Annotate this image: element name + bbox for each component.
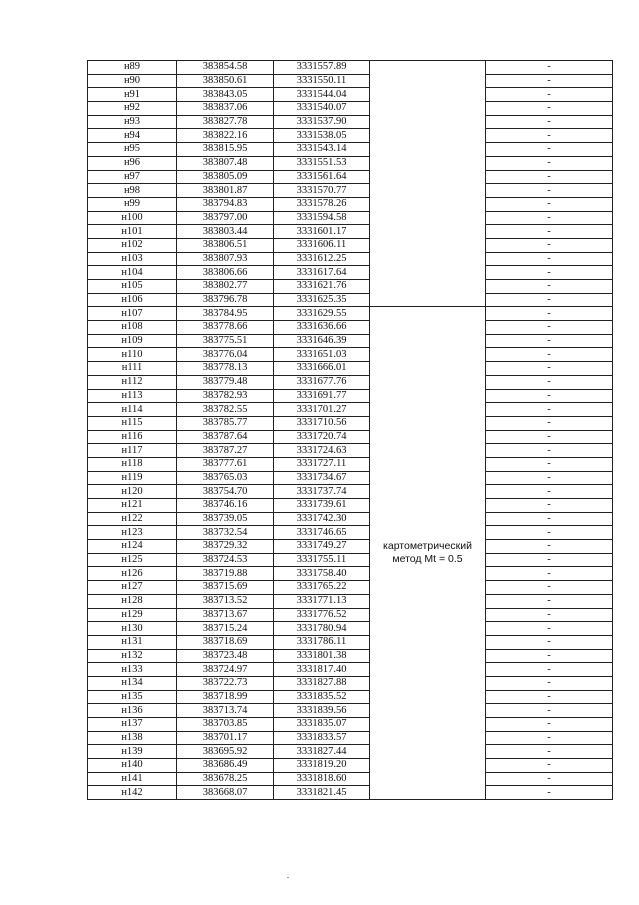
x-coordinate-cell: 383695.92 — [177, 745, 274, 759]
note-cell: - — [486, 129, 613, 143]
y-coordinate-cell: 3331739.61 — [274, 499, 370, 513]
point-id-cell: н103 — [88, 252, 177, 266]
note-cell: - — [486, 362, 613, 376]
x-coordinate-cell: 383837.06 — [177, 102, 274, 116]
note-cell: - — [486, 348, 613, 362]
table-row — [88, 704, 613, 718]
note-cell: - — [486, 471, 613, 485]
note-cell: - — [486, 375, 613, 389]
y-coordinate-cell: 3331771.13 — [274, 594, 370, 608]
y-coordinate-cell: 3331734.67 — [274, 471, 370, 485]
table-row — [88, 581, 613, 595]
point-id-cell: н141 — [88, 772, 177, 786]
x-coordinate-cell: 383806.66 — [177, 266, 274, 280]
point-id-cell: н104 — [88, 266, 177, 280]
note-cell: - — [486, 115, 613, 129]
note-cell: - — [486, 61, 613, 75]
note-cell: - — [486, 170, 613, 184]
note-cell: - — [486, 663, 613, 677]
table-row — [88, 690, 613, 704]
table-row — [88, 389, 613, 403]
y-coordinate-cell: 3331540.07 — [274, 102, 370, 116]
y-coordinate-cell: 3331727.11 — [274, 457, 370, 471]
point-id-cell: н121 — [88, 499, 177, 513]
x-coordinate-cell: 383715.69 — [177, 581, 274, 595]
note-cell: - — [486, 649, 613, 663]
table-row — [88, 553, 613, 567]
table-row — [88, 649, 613, 663]
point-id-cell: н106 — [88, 293, 177, 307]
x-coordinate-cell: 383746.16 — [177, 499, 274, 513]
table-row — [88, 156, 613, 170]
table-row — [88, 280, 613, 294]
y-coordinate-cell: 3331651.03 — [274, 348, 370, 362]
point-id-cell: н94 — [88, 129, 177, 143]
x-coordinate-cell: 383782.55 — [177, 403, 274, 417]
point-id-cell: н117 — [88, 444, 177, 458]
note-cell: - — [486, 772, 613, 786]
note-cell: - — [486, 225, 613, 239]
x-coordinate-cell: 383801.87 — [177, 184, 274, 198]
table-row — [88, 129, 613, 143]
x-coordinate-cell: 383775.51 — [177, 334, 274, 348]
note-cell: - — [486, 238, 613, 252]
x-coordinate-cell: 383803.44 — [177, 225, 274, 239]
note-cell: - — [486, 416, 613, 430]
x-coordinate-cell: 383778.66 — [177, 321, 274, 335]
y-coordinate-cell: 3331612.25 — [274, 252, 370, 266]
y-coordinate-cell: 3331666.01 — [274, 362, 370, 376]
x-coordinate-cell: 383779.48 — [177, 375, 274, 389]
point-id-cell: н107 — [88, 307, 177, 321]
point-id-cell: н114 — [88, 403, 177, 417]
y-coordinate-cell: 3331677.76 — [274, 375, 370, 389]
point-id-cell: н135 — [88, 690, 177, 704]
table-row — [88, 635, 613, 649]
table-row — [88, 731, 613, 745]
point-id-cell: н97 — [88, 170, 177, 184]
y-coordinate-cell: 3331629.55 — [274, 307, 370, 321]
x-coordinate-cell: 383854.58 — [177, 61, 274, 75]
y-coordinate-cell: 3331550.11 — [274, 74, 370, 88]
point-id-cell: н105 — [88, 280, 177, 294]
table-row — [88, 512, 613, 526]
note-cell: - — [486, 526, 613, 540]
y-coordinate-cell: 3331835.52 — [274, 690, 370, 704]
x-coordinate-cell: 383713.74 — [177, 704, 274, 718]
x-coordinate-cell: 383722.73 — [177, 676, 274, 690]
point-id-cell: н100 — [88, 211, 177, 225]
table-row — [88, 676, 613, 690]
point-id-cell: н136 — [88, 704, 177, 718]
point-id-cell: н134 — [88, 676, 177, 690]
note-cell: - — [486, 622, 613, 636]
note-cell: - — [486, 266, 613, 280]
table-row — [88, 663, 613, 677]
y-coordinate-cell: 3331833.57 — [274, 731, 370, 745]
x-coordinate-cell: 383718.69 — [177, 635, 274, 649]
note-cell: - — [486, 786, 613, 800]
y-coordinate-cell: 3331742.30 — [274, 512, 370, 526]
point-id-cell: н131 — [88, 635, 177, 649]
point-id-cell: н110 — [88, 348, 177, 362]
note-cell: - — [486, 608, 613, 622]
x-coordinate-cell: 383713.67 — [177, 608, 274, 622]
y-coordinate-cell: 3331557.89 — [274, 61, 370, 75]
table-row — [88, 485, 613, 499]
point-id-cell: н133 — [88, 663, 177, 677]
x-coordinate-cell: 383701.17 — [177, 731, 274, 745]
note-cell: - — [486, 567, 613, 581]
x-coordinate-cell: 383686.49 — [177, 759, 274, 773]
point-id-cell: н128 — [88, 594, 177, 608]
note-cell: - — [486, 321, 613, 335]
note-cell: - — [486, 74, 613, 88]
y-coordinate-cell: 3331701.27 — [274, 403, 370, 417]
table-row — [88, 471, 613, 485]
table-row — [88, 457, 613, 471]
table-row — [88, 403, 613, 417]
point-id-cell: н139 — [88, 745, 177, 759]
table-row — [88, 444, 613, 458]
table-row — [88, 759, 613, 773]
note-cell: - — [486, 430, 613, 444]
x-coordinate-cell: 383724.53 — [177, 553, 274, 567]
note-cell: - — [486, 88, 613, 102]
y-coordinate-cell: 3331551.53 — [274, 156, 370, 170]
x-coordinate-cell: 383782.93 — [177, 389, 274, 403]
note-cell: - — [486, 581, 613, 595]
table-row — [88, 499, 613, 513]
table-row — [88, 622, 613, 636]
point-id-cell: н112 — [88, 375, 177, 389]
note-cell: - — [486, 759, 613, 773]
y-coordinate-cell: 3331737.74 — [274, 485, 370, 499]
y-coordinate-cell: 3331746.65 — [274, 526, 370, 540]
point-id-cell: н90 — [88, 74, 177, 88]
table-row — [88, 375, 613, 389]
y-coordinate-cell: 3331755.11 — [274, 553, 370, 567]
y-coordinate-cell: 3331625.35 — [274, 293, 370, 307]
table-row — [88, 293, 613, 307]
y-coordinate-cell: 3331570.77 — [274, 184, 370, 198]
note-cell: - — [486, 307, 613, 321]
x-coordinate-cell: 383797.00 — [177, 211, 274, 225]
point-id-cell: н130 — [88, 622, 177, 636]
point-id-cell: н132 — [88, 649, 177, 663]
x-coordinate-cell: 383668.07 — [177, 786, 274, 800]
table-row — [88, 102, 613, 116]
point-id-cell: н113 — [88, 389, 177, 403]
note-cell: - — [486, 293, 613, 307]
note-cell: - — [486, 184, 613, 198]
point-id-cell: н138 — [88, 731, 177, 745]
y-coordinate-cell: 3331537.90 — [274, 115, 370, 129]
note-cell: - — [486, 499, 613, 513]
table-row — [88, 307, 613, 321]
x-coordinate-cell: 383739.05 — [177, 512, 274, 526]
point-id-cell: н102 — [88, 238, 177, 252]
y-coordinate-cell: 3331621.76 — [274, 280, 370, 294]
point-id-cell: н142 — [88, 786, 177, 800]
table-row — [88, 540, 613, 554]
note-cell: - — [486, 143, 613, 157]
point-id-cell: н119 — [88, 471, 177, 485]
y-coordinate-cell: 3331801.38 — [274, 649, 370, 663]
point-id-cell: н126 — [88, 567, 177, 581]
table-row — [88, 321, 613, 335]
table-row — [88, 115, 613, 129]
x-coordinate-cell: 383822.16 — [177, 129, 274, 143]
x-coordinate-cell: 383850.61 — [177, 74, 274, 88]
table-row — [88, 348, 613, 362]
table-row — [88, 608, 613, 622]
y-coordinate-cell: 3331724.63 — [274, 444, 370, 458]
y-coordinate-cell: 3331636.66 — [274, 321, 370, 335]
note-cell: - — [486, 457, 613, 471]
table-row — [88, 266, 613, 280]
y-coordinate-cell: 3331827.88 — [274, 676, 370, 690]
table-row — [88, 745, 613, 759]
note-cell: - — [486, 704, 613, 718]
point-id-cell: н89 — [88, 61, 177, 75]
y-coordinate-cell: 3331749.27 — [274, 540, 370, 554]
table-row — [88, 88, 613, 102]
x-coordinate-cell: 383807.48 — [177, 156, 274, 170]
y-coordinate-cell: 3331819.20 — [274, 759, 370, 773]
x-coordinate-cell: 383787.27 — [177, 444, 274, 458]
x-coordinate-cell: 383785.77 — [177, 416, 274, 430]
table-row — [88, 786, 613, 800]
x-coordinate-cell: 383754.70 — [177, 485, 274, 499]
x-coordinate-cell: 383678.25 — [177, 772, 274, 786]
note-cell: - — [486, 745, 613, 759]
y-coordinate-cell: 3331839.56 — [274, 704, 370, 718]
x-coordinate-cell: 383729.32 — [177, 540, 274, 554]
y-coordinate-cell: 3331544.04 — [274, 88, 370, 102]
table-row — [88, 772, 613, 786]
x-coordinate-cell: 383805.09 — [177, 170, 274, 184]
x-coordinate-cell: 383718.99 — [177, 690, 274, 704]
y-coordinate-cell: 3331758.40 — [274, 567, 370, 581]
x-coordinate-cell: 383802.77 — [177, 280, 274, 294]
point-id-cell: н116 — [88, 430, 177, 444]
point-id-cell: н111 — [88, 362, 177, 376]
x-coordinate-cell: 383794.83 — [177, 197, 274, 211]
y-coordinate-cell: 3331818.60 — [274, 772, 370, 786]
x-coordinate-cell: 383724.97 — [177, 663, 274, 677]
table-row — [88, 594, 613, 608]
y-coordinate-cell: 3331561.64 — [274, 170, 370, 184]
point-id-cell: н96 — [88, 156, 177, 170]
x-coordinate-cell: 383703.85 — [177, 718, 274, 732]
y-coordinate-cell: 3331821.45 — [274, 786, 370, 800]
point-id-cell: н125 — [88, 553, 177, 567]
point-id-cell: н92 — [88, 102, 177, 116]
method-cell: картометрический метод Mt = 0.5 — [370, 307, 486, 800]
point-id-cell: н91 — [88, 88, 177, 102]
x-coordinate-cell: 383765.03 — [177, 471, 274, 485]
point-id-cell: н124 — [88, 540, 177, 554]
x-coordinate-cell: 383776.04 — [177, 348, 274, 362]
y-coordinate-cell: 3331827.44 — [274, 745, 370, 759]
y-coordinate-cell: 3331606.11 — [274, 238, 370, 252]
note-cell: - — [486, 594, 613, 608]
point-id-cell: н101 — [88, 225, 177, 239]
table-row — [88, 567, 613, 581]
note-cell: - — [486, 718, 613, 732]
y-coordinate-cell: 3331817.40 — [274, 663, 370, 677]
table-row — [88, 238, 613, 252]
y-coordinate-cell: 3331601.17 — [274, 225, 370, 239]
note-cell: - — [486, 485, 613, 499]
note-cell: - — [486, 444, 613, 458]
x-coordinate-cell: 383796.78 — [177, 293, 274, 307]
note-cell: - — [486, 512, 613, 526]
x-coordinate-cell: 383843.05 — [177, 88, 274, 102]
table-row — [88, 416, 613, 430]
note-cell: - — [486, 156, 613, 170]
note-cell: - — [486, 252, 613, 266]
y-coordinate-cell: 3331786.11 — [274, 635, 370, 649]
y-coordinate-cell: 3331543.14 — [274, 143, 370, 157]
point-id-cell: н120 — [88, 485, 177, 499]
table-row — [88, 61, 613, 75]
point-id-cell: н95 — [88, 143, 177, 157]
table-row — [88, 74, 613, 88]
note-cell: - — [486, 540, 613, 554]
x-coordinate-cell: 383787.64 — [177, 430, 274, 444]
y-coordinate-cell: 3331710.56 — [274, 416, 370, 430]
note-cell: - — [486, 197, 613, 211]
y-coordinate-cell: 3331646.39 — [274, 334, 370, 348]
x-coordinate-cell: 383723.48 — [177, 649, 274, 663]
point-id-cell: н137 — [88, 718, 177, 732]
x-coordinate-cell: 383807.93 — [177, 252, 274, 266]
table-row — [88, 718, 613, 732]
table-row — [88, 362, 613, 376]
table-row — [88, 184, 613, 198]
note-cell: - — [486, 334, 613, 348]
y-coordinate-cell: 3331538.05 — [274, 129, 370, 143]
y-coordinate-cell: 3331776.52 — [274, 608, 370, 622]
y-coordinate-cell: 3331594.58 — [274, 211, 370, 225]
note-cell: - — [486, 731, 613, 745]
point-id-cell: н109 — [88, 334, 177, 348]
table-row — [88, 170, 613, 184]
note-cell: - — [486, 280, 613, 294]
note-cell: - — [486, 553, 613, 567]
point-id-cell: н115 — [88, 416, 177, 430]
table-row — [88, 430, 613, 444]
point-id-cell: н127 — [88, 581, 177, 595]
x-coordinate-cell: 383732.54 — [177, 526, 274, 540]
method-cell — [370, 61, 486, 307]
y-coordinate-cell: 3331780.94 — [274, 622, 370, 636]
point-id-cell: н108 — [88, 321, 177, 335]
note-cell: - — [486, 211, 613, 225]
point-id-cell: н123 — [88, 526, 177, 540]
y-coordinate-cell: 3331578.26 — [274, 197, 370, 211]
coordinates-table — [87, 60, 613, 800]
x-coordinate-cell: 383827.78 — [177, 115, 274, 129]
x-coordinate-cell: 383713.52 — [177, 594, 274, 608]
note-cell: - — [486, 635, 613, 649]
table-row — [88, 252, 613, 266]
y-coordinate-cell: 3331835.07 — [274, 718, 370, 732]
x-coordinate-cell: 383815.95 — [177, 143, 274, 157]
table-row — [88, 197, 613, 211]
note-cell: - — [486, 676, 613, 690]
y-coordinate-cell: 3331765.22 — [274, 581, 370, 595]
point-id-cell: н129 — [88, 608, 177, 622]
note-cell: - — [486, 102, 613, 116]
scan-speck — [287, 877, 289, 878]
point-id-cell: н118 — [88, 457, 177, 471]
coordinates-table-body — [88, 61, 613, 800]
note-cell: - — [486, 690, 613, 704]
y-coordinate-cell: 3331617.64 — [274, 266, 370, 280]
table-row — [88, 225, 613, 239]
x-coordinate-cell: 383715.24 — [177, 622, 274, 636]
y-coordinate-cell: 3331691.77 — [274, 389, 370, 403]
point-id-cell: н122 — [88, 512, 177, 526]
x-coordinate-cell: 383719.88 — [177, 567, 274, 581]
x-coordinate-cell: 383784.95 — [177, 307, 274, 321]
table-row — [88, 526, 613, 540]
point-id-cell: н99 — [88, 197, 177, 211]
y-coordinate-cell: 3331720.74 — [274, 430, 370, 444]
x-coordinate-cell: 383777.61 — [177, 457, 274, 471]
table-row — [88, 211, 613, 225]
x-coordinate-cell: 383778.13 — [177, 362, 274, 376]
point-id-cell: н98 — [88, 184, 177, 198]
table-row — [88, 334, 613, 348]
point-id-cell: н93 — [88, 115, 177, 129]
point-id-cell: н140 — [88, 759, 177, 773]
x-coordinate-cell: 383806.51 — [177, 238, 274, 252]
note-cell: - — [486, 403, 613, 417]
table-row — [88, 143, 613, 157]
note-cell: - — [486, 389, 613, 403]
